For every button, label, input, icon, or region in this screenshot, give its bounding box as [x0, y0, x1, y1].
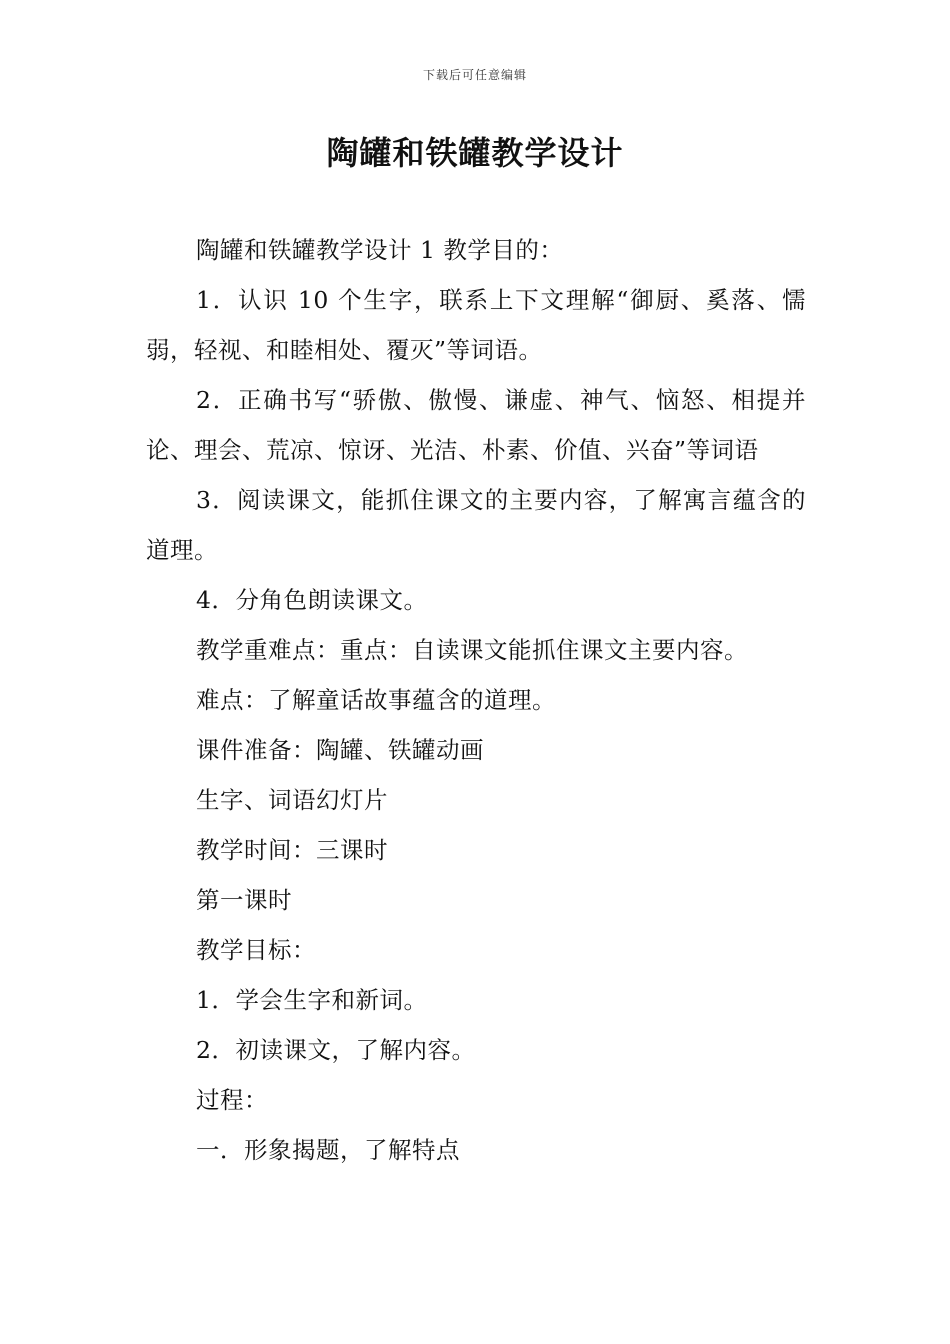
paragraph-difficulty: 难点：了解童话故事蕴含的道理。 [196, 686, 556, 714]
document-title: 陶罐和铁罐教学设计 [326, 134, 624, 172]
paragraph-time: 教学时间：三课时 [196, 836, 388, 864]
paragraph-materials: 课件准备：陶罐、铁罐动画 [196, 736, 484, 764]
document-body [146, 225, 806, 1175]
paragraph-goal-2: 2．初读课文，了解内容。 [196, 1036, 476, 1064]
paragraph-objective-3: 3．阅读课文，能抓住课文的主要内容，了解寓言蕴含的道理。 [146, 486, 806, 564]
paragraph-process: 过程： [196, 1086, 268, 1114]
paragraph-goals-heading: 教学目标： [196, 936, 316, 964]
paragraph-objective-1: 1．认识 10 个生字，联系上下文理解“御厨、奚落、懦弱，轻视、和睦相处、覆灭”等词语。 [146, 286, 806, 364]
paragraph-lesson-one: 第一课时 [196, 886, 292, 914]
paragraph-slides: 生字、词语幻灯片 [196, 786, 388, 814]
paragraph-goal-1: 1．学会生字和新词。 [196, 986, 428, 1014]
header-note: 下载后可任意编辑 [422, 68, 527, 82]
paragraph-key-points: 教学重难点：重点：自读课文能抓住课文主要内容。 [196, 636, 748, 664]
paragraph-intro: 陶罐和铁罐教学设计 1 教学目的： [196, 236, 564, 264]
paragraph-step-1: 一．形象揭题，了解特点 [196, 1136, 460, 1164]
paragraph-objective-2: 2．正确书写“骄傲、傲慢、谦虚、神气、恼怒、相提并论、理会、荒凉、惊讶、光洁、朴素、价值、兴奋”等词语 [146, 386, 806, 464]
paragraph-objective-4: 4．分角色朗读课文。 [196, 586, 428, 614]
